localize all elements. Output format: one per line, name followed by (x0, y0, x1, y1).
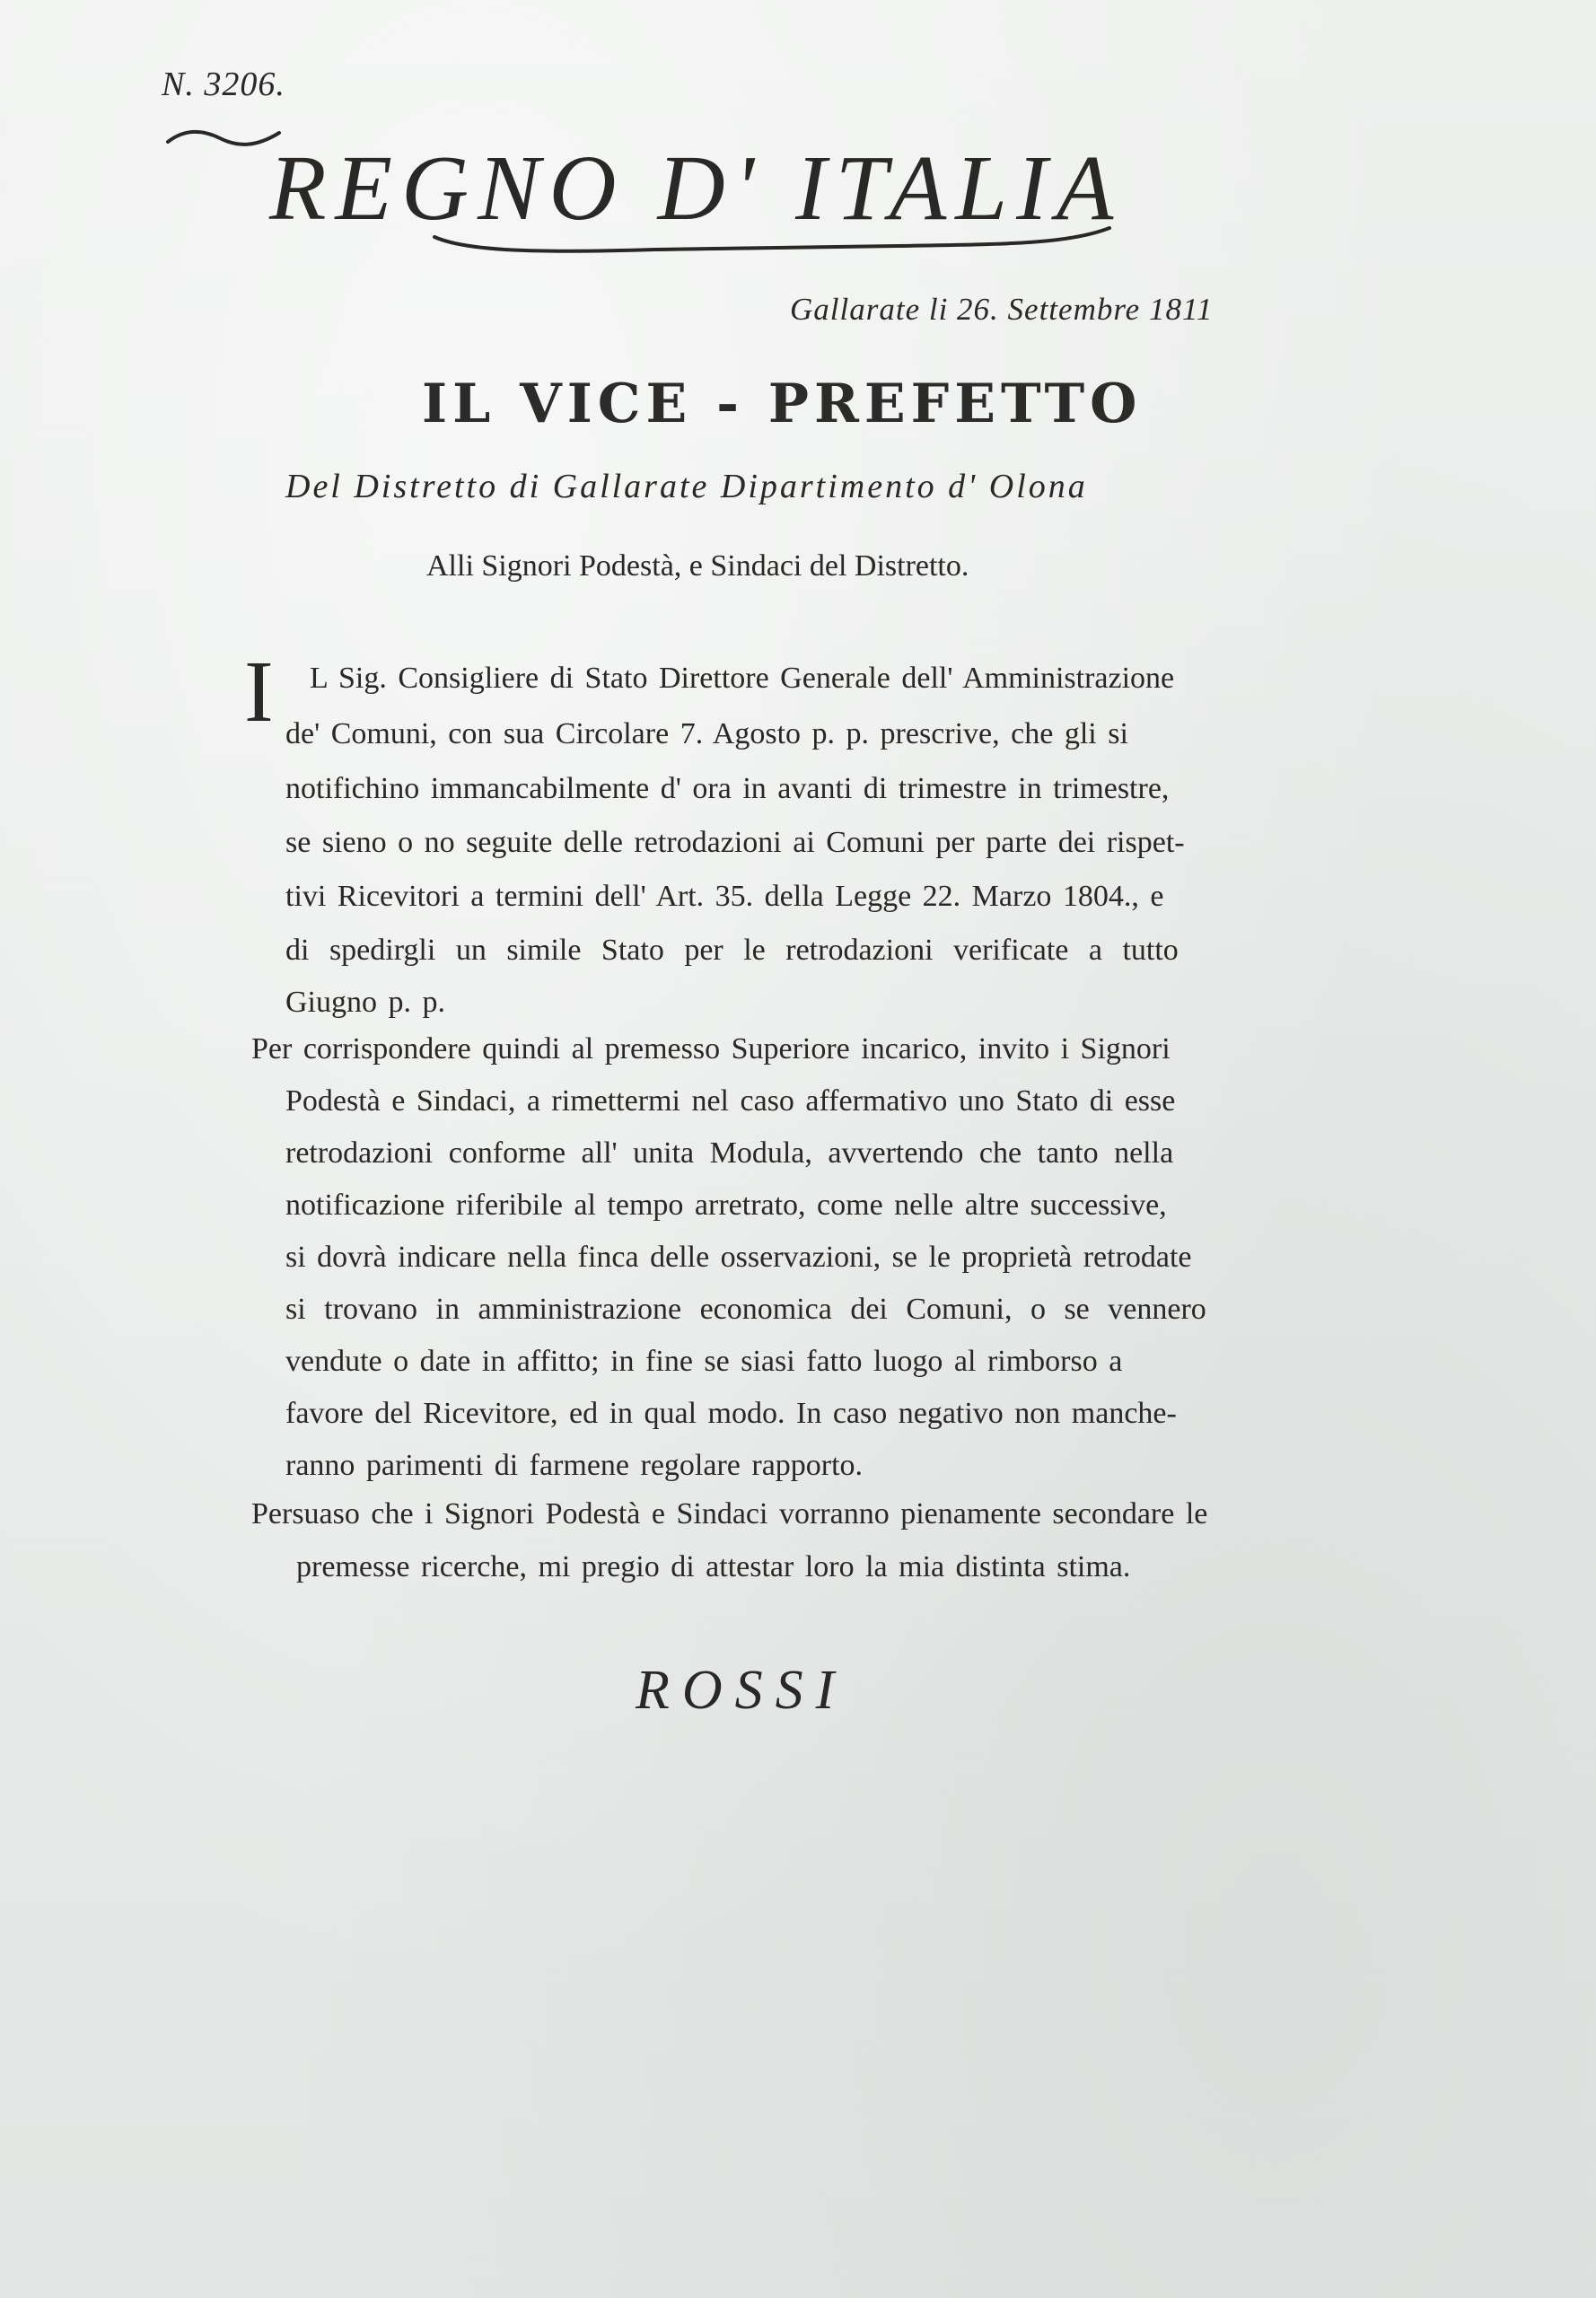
title-underline-flourish (431, 224, 1113, 260)
body-line: ranno parimenti di farmene regolare rapporto. (285, 1449, 864, 1482)
header-title: REGNO D' ITALIA (269, 136, 1123, 240)
district-line: Del Distretto di Gallarate Dipartimento d' Olona (285, 468, 1088, 505)
body-line: notifichino immancabilmente d' ora in avanti di trimestre in trimestre, (285, 772, 1170, 805)
document-number: N. 3206. (162, 66, 285, 103)
body-line: Giugno p. p. (285, 986, 445, 1019)
body-line: si dovrà indicare nella finca delle osservazioni, se le proprietà retrodate (285, 1241, 1192, 1274)
body-line: retrodazioni conforme all' unita Modula, avvertendo che tanto nella (285, 1136, 1174, 1170)
body-line: se sieno o no seguite delle retrodazioni ai Comuni per parte dei rispet- (285, 826, 1185, 859)
body-line: de' Comuni, con sua Circolare 7. Agosto p. p. prescrive, che gli si (285, 717, 1128, 750)
body-line: favore del Ricevitore, ed in qual modo. In caso negativo non manche- (285, 1397, 1177, 1430)
body-line: Podestà e Sindaci, a rimettermi nel caso affermativo uno Stato di esse (285, 1084, 1176, 1118)
body-line: premesse ricerche, mi pregio di attestar loro la mia distinta stima. (296, 1550, 1131, 1583)
body-line: di spedirgli un simile Stato per le retrodazioni verificate a tutto (285, 934, 1179, 967)
body-line: vendute o date in affitto; in fine se siasi fatto luogo al rimborso a (285, 1345, 1123, 1378)
addressee-line: Alli Signori Podestà, e Sindaci del Distretto. (426, 549, 969, 583)
office-title: IL VICE - PREFETTO (422, 373, 1143, 435)
signature: ROSSI (636, 1660, 847, 1721)
body-line: tivi Ricevitori a termini dell' Art. 35. della Legge 22. Marzo 1804., e (285, 880, 1164, 913)
body-line: si trovano in amministrazione economica dei Comuni, o se vennero (285, 1293, 1206, 1326)
header-swash-left (166, 126, 283, 153)
body-line: Per corrispondere quindi al premesso Superiore incarico, invito i Signori (251, 1032, 1171, 1066)
dateline: Gallarate li 26. Settembre 1811 (790, 292, 1214, 327)
body-line: Persuaso che i Signori Podestà e Sindaci vorranno pienamente secondare le (251, 1497, 1208, 1531)
drop-cap: I (244, 644, 274, 741)
body-line: L Sig. Consigliere di Stato Direttore Generale dell' Amministrazione (310, 662, 1175, 695)
body-line: notificazione riferibile al tempo arretrato, come nelle altre successive, (285, 1188, 1167, 1222)
